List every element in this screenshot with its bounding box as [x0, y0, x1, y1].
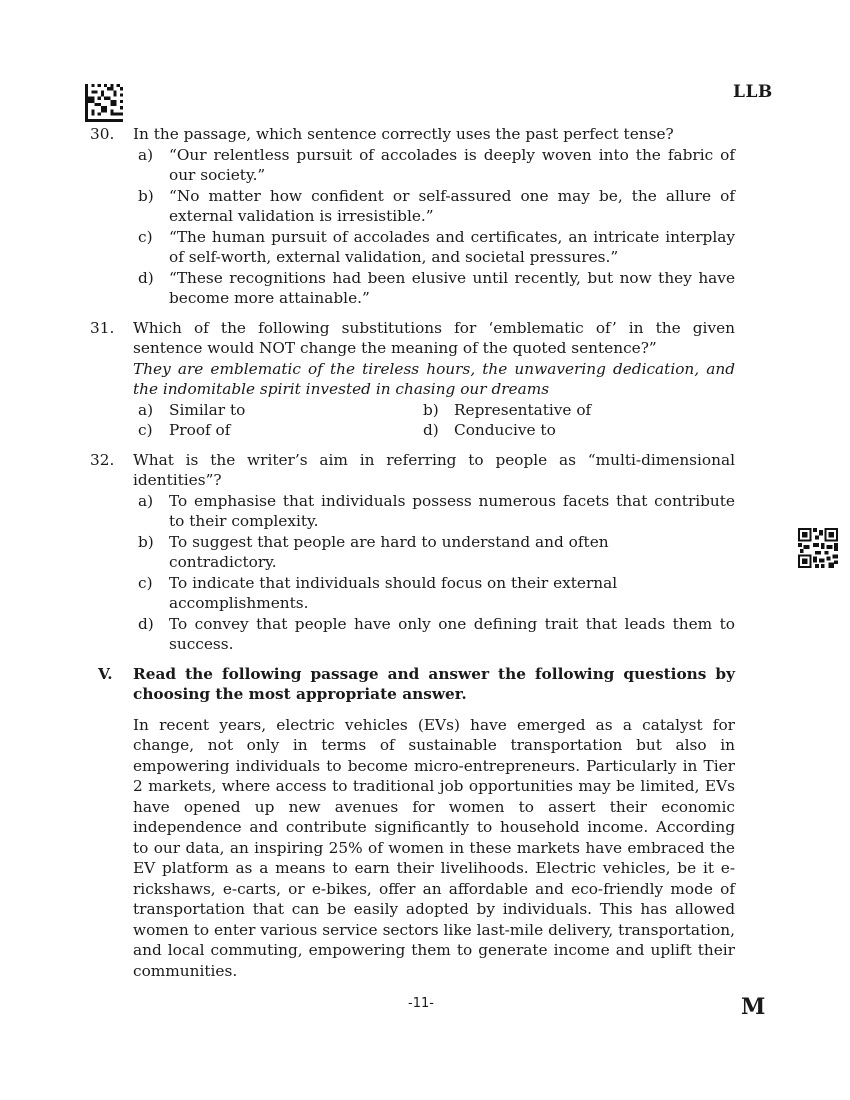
option-b[interactable] [138, 186, 735, 227]
option-text: Similar to [169, 400, 246, 419]
option-letter: b) [138, 532, 154, 551]
question-32 [90, 450, 735, 655]
option-letter: d) [138, 614, 154, 633]
options-list [133, 145, 735, 309]
option-letter: a) [138, 491, 154, 510]
option-text: Representative of [454, 400, 592, 419]
option-d[interactable] [138, 268, 735, 309]
qr-code-icon [798, 528, 838, 568]
option-d[interactable] [423, 420, 735, 441]
option-c[interactable] [138, 420, 423, 441]
option-d[interactable] [138, 614, 735, 655]
section-number: V. [98, 664, 113, 683]
option-text: To suggest that people are hard to understand and often contradictory. [169, 532, 609, 571]
exam-code: LLB [733, 82, 773, 102]
option-text: To indicate that individuals should focus on their external accomplishments. [169, 573, 618, 612]
question-30 [90, 124, 735, 309]
page-number: -11- [408, 996, 434, 1011]
option-text: “Our relentless pursuit of accolades is deeply woven into the fabric of our society.” [169, 145, 735, 184]
option-letter: c) [138, 227, 153, 246]
option-text: “No matter how confident or self-assured one may be, the allure of external validation is irresistible.” [169, 186, 735, 225]
question-text: What is the writer’s aim in referring to people as “multi-dimensional identities”? [133, 450, 735, 489]
option-text: Conducive to [454, 421, 556, 439]
question-number: 30. [90, 125, 115, 143]
question-text: In the passage, which sentence correctly uses the past perfect tense? [133, 125, 674, 143]
option-b[interactable] [423, 400, 735, 421]
option-letter: d) [138, 268, 154, 287]
option-c[interactable] [138, 227, 735, 268]
option-a[interactable] [138, 491, 735, 532]
page-content [90, 124, 735, 981]
option-b[interactable] [138, 532, 735, 573]
datamatrix-code-icon [85, 84, 123, 122]
option-c[interactable] [138, 573, 735, 614]
series-mark: M [741, 994, 766, 1020]
option-a[interactable] [138, 400, 423, 421]
option-a[interactable] [138, 145, 735, 186]
option-text: “These recognitions had been elusive until recently, but now they have become more attainable.” [169, 268, 735, 307]
option-letter: b) [138, 186, 154, 205]
option-text: Proof of [169, 421, 231, 439]
options-list [133, 491, 735, 655]
section-instructions: Read the following passage and answer the following questions by choosing the most appropriate answer. [133, 664, 735, 703]
quoted-sentence: They are emblematic of the tireless hours, the unwavering dedication, and the indomitable spirit invested in chasing our dreams [133, 359, 735, 398]
option-text: “The human pursuit of accolades and certificates, an intricate interplay of self-worth, external validation, and societal pressures.” [169, 227, 735, 266]
option-text: To convey that people have only one defining trait that leads them to success. [169, 614, 735, 653]
question-number: 31. [90, 318, 115, 337]
option-letter: c) [138, 421, 153, 439]
question-text: Which of the following substitutions for ‘emblematic of’ in the given sentence would NOT change the meaning of the quoted sentence?” [133, 318, 735, 357]
option-letter: a) [138, 145, 154, 164]
option-letter: b) [423, 400, 439, 419]
option-letter: d) [423, 421, 439, 439]
question-number: 32. [90, 450, 115, 469]
section-v [90, 664, 735, 982]
options-grid [138, 400, 735, 441]
option-letter: a) [138, 400, 154, 419]
reading-passage: In recent years, electric vehicles (EVs) have emerged as a catalyst for change, not only in terms of sustainable transportation but also in empowering individuals to become micro-entrepreneurs. Particularly in Tier 2 markets, where access to traditional job opportunities may be limited, EVs have opened up new avenues for women to assert their economic independence and contribute significantly to household income. According to our data, an inspiring 25% of women in these markets have embraced the EV platform as a means to earn their livelihoods. Electric vehicles, be it e-rickshaws, e-carts, or e-bikes, offer an affordable and eco-friendly mode of transportation that can be easily adopted by individuals. This has allowed women to enter various service sectors like last-mile delivery, transportation, and local commuting, empowering them to generate income and uplift their communities. [133, 715, 735, 980]
question-31 [90, 318, 735, 441]
option-letter: c) [138, 573, 153, 592]
option-text: To emphasise that individuals possess numerous facets that contribute to their complexity. [169, 491, 735, 530]
